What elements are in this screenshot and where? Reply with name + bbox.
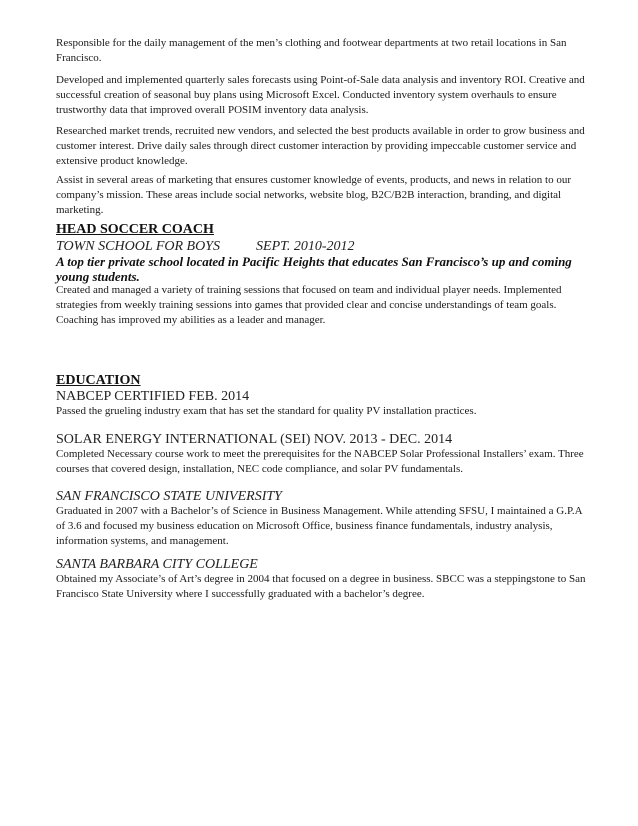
education-title-sbcc: SANTA BARBARA CITY COLLEGE [56,557,258,572]
education-title-sei: SOLAR ENERGY INTERNATIONAL (SEI) NOV. 2013 - DEC. 2014 [56,432,453,447]
coach-dates: SEPT. 2010-2012 [256,239,355,254]
coach-description: Created and managed a variety of training sessions that focused on team and individual player needs. Implemented strategies from weekly training sessions into games that provided clear and concise understandings of team goals. Coaching has improved my abilities as a leader and manager. [56,284,562,326]
retail-paragraph-1: Responsible for the daily management of the men’s clothing and footwear departments at two retail locations in San Francisco. [56,37,567,64]
coach-tagline: A top tier private school located in Pacific Heights that educates San Francisco’s up and coming young students. [56,254,572,284]
coach-org-line [56,239,586,255]
education-desc-nabcep: Passed the grueling industry exam that has set the standard for quality PV installation practices. [56,405,477,417]
retail-paragraph-2: Developed and implemented quarterly sales forecasts using Point-of-Sale data analysis and inventory ROI. Creative and successful creation of seasonal buy plans using Microsoft Excel. Conducted inventory system overhauls to ensure trustworthy data that improved overall POSIM inventory data analysis. [56,74,585,116]
retail-paragraph-4: Assist in several areas of marketing that ensures customer knowledge of events, products, and news in relation to our company’s mission. These areas include social networks, website blog, B2C/B2B interaction, branding, and digital marketing. [56,174,572,216]
coach-org: TOWN SCHOOL FOR BOYS [56,239,221,254]
education-title-nabcep: NABCEP CERTIFIED FEB. 2014 [56,389,250,404]
education-desc-sfsu: Graduated in 2007 with a Bachelor’s of Science in Business Management. While attending SFSU, I maintained a G.P.A of 3.6 and focused my business education on Microsoft Office, business finance fundamentals, industry analysis, information systems, and management. [56,505,582,547]
education-title-sfsu: SAN FRANCISCO STATE UNIVERSITY [56,489,282,504]
education-desc-sbcc: Obtained my Associate’s of Art’s degree in 2004 that focused on a degree in business. SBCC was a steppingstone to San Francisco State University where I successfully graduated with a bachelor’s degree. [56,573,586,600]
retail-paragraph-3: Researched market trends, recruited new vendors, and selected the best products available in order to grow business and customer interest. Drive daily sales through direct customer interaction by providing impeccable customer service and extensive product knowledge. [56,125,585,167]
education-desc-sei: Completed Necessary course work to meet the prerequisites for the NABCEP Solar Professional Installers’ exam. Three courses that covered design, installation, NEC code compliance, and solar PV fundamentals. [56,448,584,475]
education-heading: EDUCATION [56,373,141,388]
coach-heading: HEAD SOCCER COACH [56,222,214,237]
